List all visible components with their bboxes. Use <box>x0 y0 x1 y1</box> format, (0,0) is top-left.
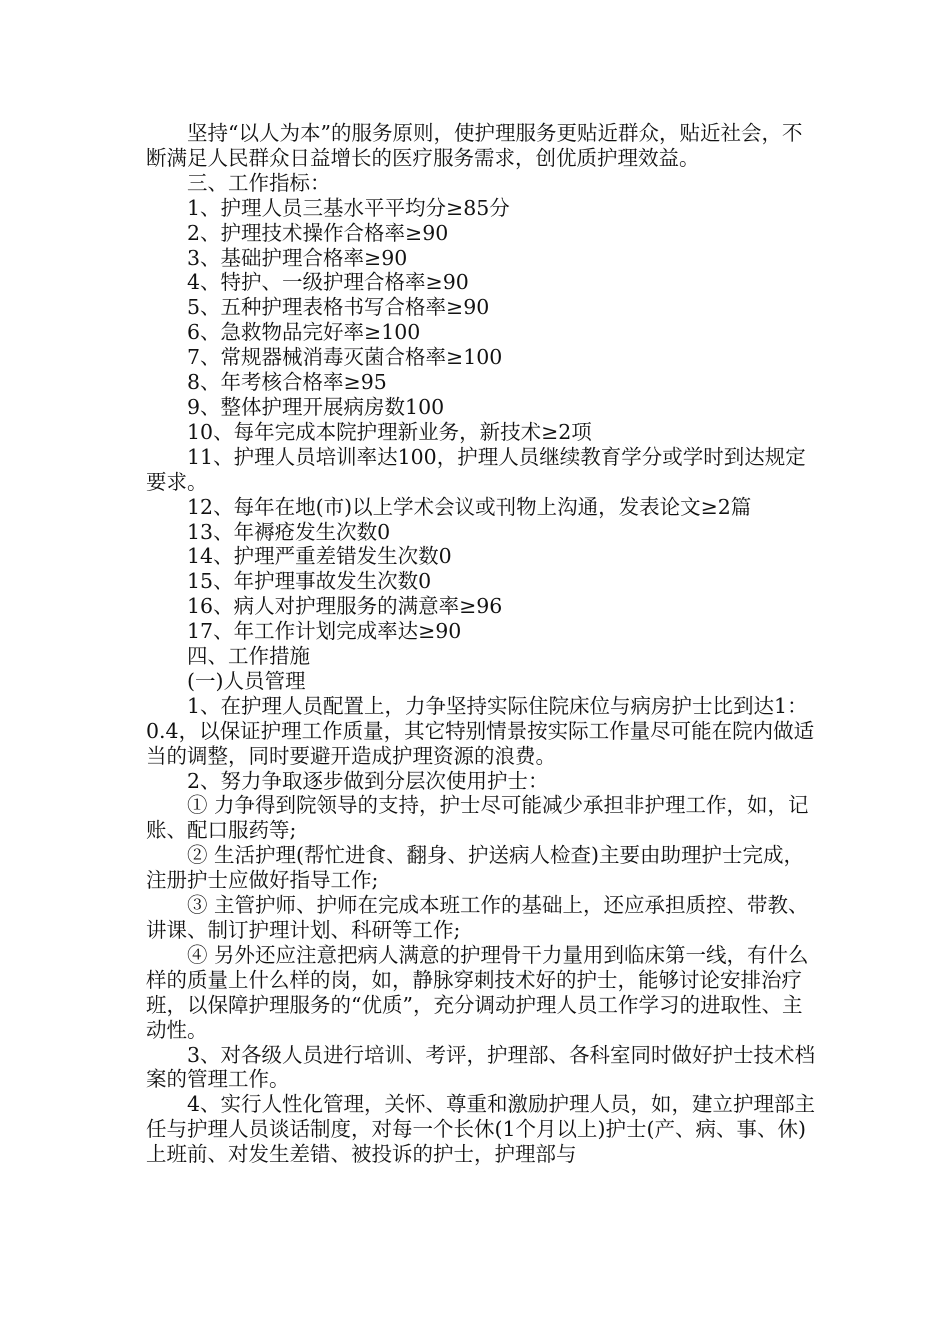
paragraph: 1、在护理人员配置上，力争坚持实际住院床位与病房护士比到达1：0.4，以保证护理工作质量，其它特别情景按实际工作量尽可能在院内做适当的调整，同时要避开造成护理资源的浪费。 <box>146 693 815 768</box>
list-item: 8、年考核合格率≥95 <box>187 370 387 395</box>
list-item: 11、护理人员培训率达100，护理人员继续教育学分或学时到达规定要求。 <box>146 444 806 494</box>
list-item: 1、护理人员三基水平平均分≥85分 <box>187 195 510 220</box>
list-item: ① 力争得到院领导的支持，护士尽可能减少承担非护理工作，如，记账、配口服药等; <box>146 793 809 843</box>
list-item: ④ 另外还应注意把病人满意的护理骨干力量用到临床第一线，有什么样的质量上什么样的岗，如，静脉穿刺技术好的护士，能够讨论安排治疗班，以保障护理服务的“优质”，充分调动护理人员工作学习的进取性、主动性。 <box>146 942 809 1042</box>
document-body <box>146 121 816 1167</box>
list-item: 6、急救物品完好率≥100 <box>187 320 421 345</box>
section-heading: 四、工作措施 <box>187 644 310 669</box>
list-item: 3、基础护理合格率≥90 <box>187 245 408 270</box>
list-item: 5、五种护理表格书写合格率≥90 <box>187 295 490 320</box>
paragraph: 3、对各级人员进行培训、考评，护理部、各科室同时做好护士技术档案的管理工作。 <box>146 1042 816 1092</box>
list-item: ② 生活护理(帮忙进食、翻身、护送病人检查)主要由助理护士完成，注册护士应做好指导工作; <box>146 843 805 893</box>
list-item: 17、年工作计划完成率达≥90 <box>187 619 462 644</box>
list-item: 15、年护理事故发生次数0 <box>187 569 432 594</box>
subsection-heading: (一)人员管理 <box>187 668 306 693</box>
list-item: 10、每年完成本院护理新业务，新技术≥2项 <box>187 419 592 444</box>
list-item: 14、护理严重差错发生次数0 <box>187 544 452 569</box>
list-item: 9、整体护理开展病房数100 <box>187 394 445 419</box>
list-item: 4、特护、一级护理合格率≥90 <box>187 270 469 295</box>
list-item: 16、病人对护理服务的满意率≥96 <box>187 594 503 619</box>
list-item: 7、常规器械消毒灭菌合格率≥100 <box>187 345 503 370</box>
list-item: 12、每年在地(市)以上学术会议或刊物上沟通，发表论文≥2篇 <box>187 494 752 519</box>
section-heading: 三、工作指标： <box>187 170 331 195</box>
list-item: 13、年褥疮发生次数0 <box>187 519 391 544</box>
list-item: ③ 主管护师、护师在完成本班工作的基础上，还应承担质控、带教、讲课、制订护理计划、科研等工作; <box>146 893 809 942</box>
paragraph: 4、实行人性化管理，关怀、尊重和激励护理人员，如，建立护理部主任与护理人员谈话制度，对每一个长休(1个月以上)护士(产、病、事、休)上班前、对发生差错、被投诉的护士，护理部与 <box>146 1092 816 1167</box>
paragraph: 坚持“以人为本”的服务原则，使护理服务更贴近群众，贴近社会，不断满足人民群众日益增长的医疗服务需求，创优质护理效益。 <box>146 121 803 170</box>
paragraph: 2、努力争取逐步做到分层次使用护士： <box>187 768 549 793</box>
list-item: 2、护理技术操作合格率≥90 <box>187 220 449 245</box>
